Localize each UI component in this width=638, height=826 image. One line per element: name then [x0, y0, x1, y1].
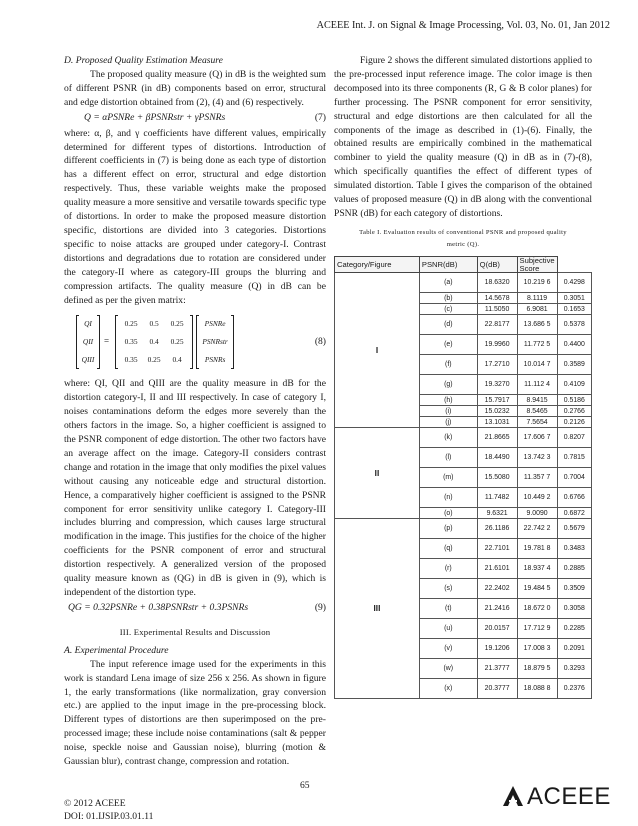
figure-cell: (q)	[419, 539, 477, 559]
psnr-cell: 9.6321	[477, 508, 517, 519]
score-cell: 0.6872	[557, 508, 591, 519]
coef-entry: 0.25	[170, 337, 184, 347]
figure-cell: (r)	[419, 559, 477, 579]
q-cell: 13.686 5	[517, 315, 557, 335]
category-cell: III	[335, 519, 420, 699]
paragraph-categories: where: QI, QII and QIII are the quality measure in dB for the distortion category-I, II and III respectively. In case of category I, noises contaminations deform the edges more severely than the others factors in the image. So, a higher coefficient is assigned to the PSNR component of edge distortion. The other two factors have an average affect on the image. Category-II considers contrast change and rotation in the image that only modifies the pixel values without causing any noticeable edge and structural distortion. Hence, a comparatively higher coefficient is assigned to the PSNR component for error sensitivity unlike category I. Category-III includes blurring and compression, which causes large structural modification in the image. This justifies for the choice of the higher coefficients for the PSNR component of error and structural distortion respectively. A generalized version of the proposed quality measure known as (QG) in dB is given in (9), which is independent of the distortion type.	[64, 378, 326, 598]
score-cell: 0.3483	[557, 539, 591, 559]
section-a-heading: A. Experimental Procedure	[64, 644, 169, 656]
figure-cell: (w)	[419, 659, 477, 679]
category-cell: I	[335, 273, 420, 428]
figure-cell: (b)	[419, 293, 477, 304]
psnr-cell: 21.6101	[477, 559, 517, 579]
psnr-cell: 19.9960	[477, 335, 517, 355]
score-cell: 0.4400	[557, 335, 591, 355]
figure-cell: (m)	[419, 468, 477, 488]
figure-cell: (e)	[419, 335, 477, 355]
figure-cell: (s)	[419, 579, 477, 599]
score-cell: 0.7815	[557, 448, 591, 468]
psnr-cell: 21.8665	[477, 428, 517, 448]
page-number: 65	[300, 780, 310, 791]
score-cell: 0.2091	[557, 639, 591, 659]
q-cell: 11.112 4	[517, 375, 557, 395]
q-cell: 18.937 4	[517, 559, 557, 579]
equals-sign: =	[104, 336, 110, 347]
figure-cell: (v)	[419, 639, 477, 659]
paragraph-figure-2: Figure 2 shows the different simulated distortions applied to the pre-processed input reference image. The color image is then decomposed into its three components (R, G & B color planes) for further processing. The PSNR component for error sensitivity, structural and edge distortions are then calculated for all the components of the image as described in (1)-(6). Finally, the obtained results are empirically combined in the mathematical combiner to yield the quality measure (Q) in dB as in (7)-(8), which specifically quantifies the effect of different types of simulated distortion. Table I gives the comparison of the obtained values of proposed measure (Q) in dB along with the conventional PSNR (dB) for each category of distortions.	[334, 55, 592, 219]
figure-cell: (g)	[419, 375, 477, 395]
coef-entry: 0.25	[170, 319, 184, 329]
coef-entry: 0.25	[124, 319, 138, 329]
score-cell: 0.4109	[557, 375, 591, 395]
q-cell: 10.449 2	[517, 488, 557, 508]
category-cell: II	[335, 428, 420, 519]
q-cell: 18.672 0	[517, 599, 557, 619]
psnr-cell: 14.5678	[477, 293, 517, 304]
equation-7-text: Q = αPSNRe + βPSNRstr + γPSNRs	[84, 112, 226, 124]
psnr-cell: 22.8177	[477, 315, 517, 335]
score-cell: 0.3058	[557, 599, 591, 619]
q-cell: 6.9081	[517, 304, 557, 315]
psnr-cell: 11.5050	[477, 304, 517, 315]
q-cell: 10.219 6	[517, 273, 557, 293]
equation-8-number: (8)	[314, 336, 326, 348]
q-cell: 13.742 3	[517, 448, 557, 468]
q-cell: 8.9415	[517, 395, 557, 406]
figure-cell: (k)	[419, 428, 477, 448]
left-column	[64, 54, 326, 769]
psnr-entry: PSNRstr	[202, 337, 228, 347]
logo-text: ACEEE	[527, 783, 611, 810]
psnr-cell: 26.1186	[477, 519, 517, 539]
figure-cell: (u)	[419, 619, 477, 639]
table-body	[335, 273, 592, 699]
q-cell: 17.008 3	[517, 639, 557, 659]
figure-cell: (h)	[419, 395, 477, 406]
psnr-cell: 21.3777	[477, 659, 517, 679]
paragraph-coefficients: where: α, β, and γ coefficients have different values, empirically determined for different types of distortions. Introduction of different coefficients in (7) is being done as each type of distortion has a different effect on error, structural and edge distortion respectively. Thus, these variable weights make the proposed quality measure a more sensitive and versatile towards specific type of distortions. In order to make the proposed measure distortion specific, distortions are divided into 3 categories. Distortions specific to noise attacks are grouped under category-I. Contrast distortions and degradations due to rotation are considered under the category-II where as category-III groups the blurring and compression artifacts. The quality measure (Q) in dB can be defined as per the given matrix:	[64, 127, 326, 306]
q-cell: 18.879 5	[517, 659, 557, 679]
figure-cell: (f)	[419, 355, 477, 375]
table-row	[335, 428, 592, 448]
equation-7-number: (7)	[314, 112, 326, 124]
psnr-cell: 15.7917	[477, 395, 517, 406]
table-caption-line-2: metric (Q).	[446, 240, 480, 248]
table-header-row	[335, 256, 592, 273]
table-caption	[334, 227, 592, 251]
psnr-cell: 18.4490	[477, 448, 517, 468]
psnr-cell: 17.2710	[477, 355, 517, 375]
psnr-cell: 13.1031	[477, 417, 517, 428]
q-cell: 8.1119	[517, 293, 557, 304]
running-header: ACEEE Int. J. on Signal & Image Processing, Vol. 03, No. 01, Jan 2012	[316, 20, 610, 31]
figure-cell: (a)	[419, 273, 477, 293]
q-cell: 7.5654	[517, 417, 557, 428]
score-cell: 0.5378	[557, 315, 591, 335]
psnr-cell: 15.0232	[477, 406, 517, 417]
col-header-q: Q(dB)	[477, 256, 517, 273]
equation-7	[64, 110, 326, 127]
score-cell: 0.3051	[557, 293, 591, 304]
coef-entry: 0.35	[124, 337, 138, 347]
q-cell: 18.088 8	[517, 679, 557, 699]
logo-mark-icon	[501, 784, 525, 810]
paragraph-quality-measure: The proposed quality measure (Q) in dB is the weighted sum of different PSNR (in dB) components based on error, structural and edge distortion obtained from (2), (4) and (6) respectively.	[64, 68, 326, 108]
q-cell: 19.484 5	[517, 579, 557, 599]
score-cell: 0.3293	[557, 659, 591, 679]
figure-cell: (x)	[419, 679, 477, 699]
q-cell: 19.781 8	[517, 539, 557, 559]
score-cell: 0.8207	[557, 428, 591, 448]
psnr-entry: PSNRs	[204, 355, 226, 365]
q-entry: QIII	[81, 355, 95, 365]
coef-entry: 0.4	[172, 355, 182, 365]
score-cell: 0.1653	[557, 304, 591, 315]
psnr-cell: 18.6320	[477, 273, 517, 293]
table-row	[335, 519, 592, 539]
score-cell: 0.6766	[557, 488, 591, 508]
coef-entry: 0.4	[149, 337, 159, 347]
coef-entry: 0.5	[149, 319, 159, 329]
psnr-cell: 19.1206	[477, 639, 517, 659]
col-header-category: Category/Figure	[335, 256, 420, 273]
copyright: © 2012 ACEEE	[64, 798, 126, 809]
q-entry: QI	[84, 319, 92, 329]
score-cell: 0.4298	[557, 273, 591, 293]
coef-entry: 0.25	[147, 355, 161, 365]
psnr-cell: 11.7482	[477, 488, 517, 508]
psnr-cell: 19.3270	[477, 375, 517, 395]
aceee-logo	[501, 783, 611, 811]
psnr-cell: 15.5080	[477, 468, 517, 488]
score-cell: 0.3509	[557, 579, 591, 599]
figure-cell: (i)	[419, 406, 477, 417]
right-column	[334, 54, 592, 699]
figure-cell: (d)	[419, 315, 477, 335]
col-header-subjective: Subjective Score	[517, 256, 557, 273]
figure-cell: (j)	[419, 417, 477, 428]
equation-8-matrix	[64, 309, 326, 375]
psnr-cell: 20.0157	[477, 619, 517, 639]
footer-left	[64, 797, 153, 823]
q-entry: QII	[82, 337, 94, 347]
score-cell: 0.2376	[557, 679, 591, 699]
q-cell: 17.606 7	[517, 428, 557, 448]
figure-cell: (t)	[419, 599, 477, 619]
score-cell: 0.2285	[557, 619, 591, 639]
score-cell: 0.2126	[557, 417, 591, 428]
equation-9-text: QG = 0.32PSNRe + 0.38PSNRstr + 0.3PSNRs	[68, 602, 249, 614]
figure-cell: (p)	[419, 519, 477, 539]
psnr-cell: 20.3777	[477, 679, 517, 699]
score-cell: 0.5679	[557, 519, 591, 539]
doi: DOI: 01.IJSIP.03.01.11	[64, 811, 154, 822]
figure-cell: (c)	[419, 304, 477, 315]
table-caption-line-1: Table I. Evaluation results of conventional PSNR and proposed quality	[359, 228, 567, 236]
equation-9	[64, 600, 326, 617]
q-cell: 17.712 9	[517, 619, 557, 639]
psnr-entry: PSNRe	[204, 319, 226, 329]
psnr-vector	[196, 315, 234, 369]
figure-cell: (l)	[419, 448, 477, 468]
score-cell: 0.2766	[557, 406, 591, 417]
results-table	[334, 256, 592, 700]
q-cell: 11.357 7	[517, 468, 557, 488]
coef-entry: 0.35	[124, 355, 138, 365]
section-d-heading: D. Proposed Quality Estimation Measure	[64, 55, 223, 66]
coefficient-matrix	[115, 315, 193, 369]
score-cell: 0.3589	[557, 355, 591, 375]
score-cell: 0.5186	[557, 395, 591, 406]
q-cell: 22.742 2	[517, 519, 557, 539]
q-cell: 11.772 5	[517, 335, 557, 355]
psnr-cell: 21.2416	[477, 599, 517, 619]
q-cell: 9.0090	[517, 508, 557, 519]
psnr-cell: 22.7101	[477, 539, 517, 559]
figure-cell: (n)	[419, 488, 477, 508]
paragraph-experimental-procedure: The input reference image used for the experiments in this work is standard Lena image of size 256 x 256. As shown in figure 1, the early transformations (like normalization, gray conversion etc.) are applied to the input image in the pre-processing block. Different types of distortions are then superimposed on the pre-processed image; these include noise contaminations (salt & pepper noise, speckle noise and Gaussian noise), blurring (motion & Gaussian blur), contrast change, compression and rotation.	[64, 658, 326, 768]
table-row	[335, 273, 592, 293]
score-cell: 0.2885	[557, 559, 591, 579]
col-header-psnr: PSNR(dB)	[419, 256, 477, 273]
psnr-cell: 22.2402	[477, 579, 517, 599]
figure-cell: (o)	[419, 508, 477, 519]
equation-9-number: (9)	[314, 602, 326, 614]
score-cell: 0.7004	[557, 468, 591, 488]
quality-vector	[76, 315, 100, 369]
section-iii-title: III. Experimental Results and Discussion	[119, 626, 271, 637]
q-cell: 10.014 7	[517, 355, 557, 375]
q-cell: 8.5465	[517, 406, 557, 417]
